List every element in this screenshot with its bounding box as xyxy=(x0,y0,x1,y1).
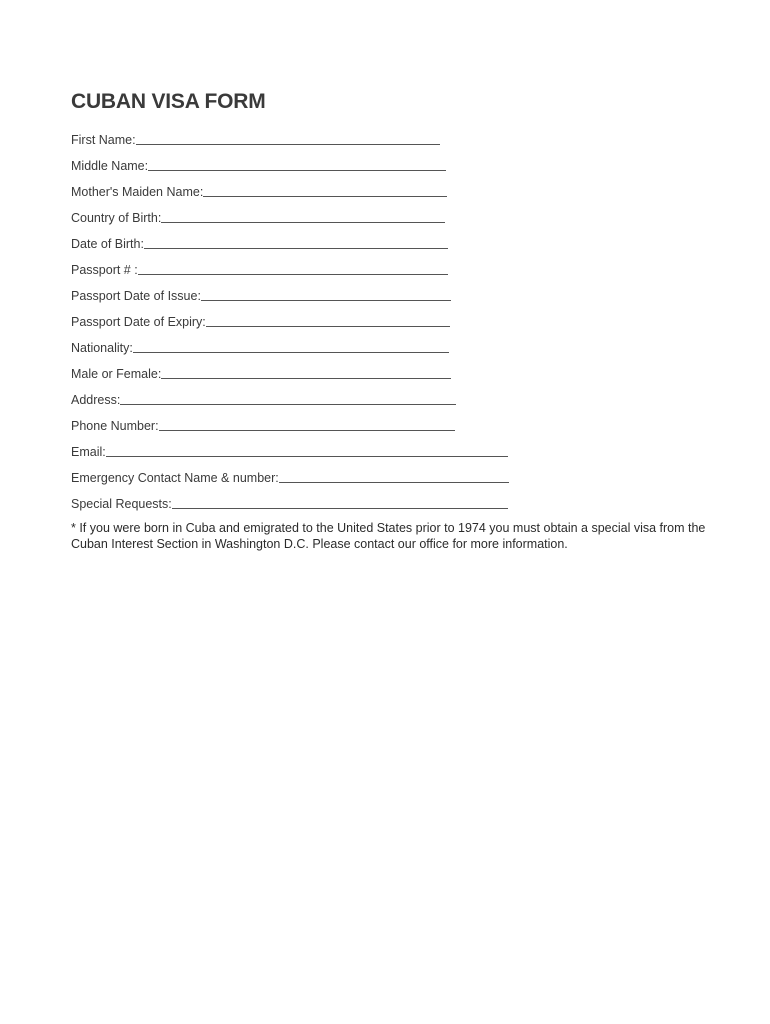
field-special-requests[interactable] xyxy=(71,486,711,512)
field-label: Phone Number: xyxy=(71,419,159,433)
field-address[interactable] xyxy=(71,382,711,408)
field-label: Male or Female: xyxy=(71,367,162,381)
field-passport-date-of-expiry[interactable] xyxy=(71,304,711,330)
field-label: Email: xyxy=(71,445,106,459)
field-label: Nationality: xyxy=(71,341,133,355)
blank-line[interactable] xyxy=(106,443,508,457)
field-label: Middle Name: xyxy=(71,159,149,173)
blank-line[interactable] xyxy=(161,365,451,379)
field-middle-name[interactable] xyxy=(71,148,711,174)
form-fields xyxy=(71,122,711,512)
field-label: Passport Date of Expiry: xyxy=(71,315,206,329)
field-mothers-maiden-name[interactable] xyxy=(71,174,711,200)
field-male-or-female[interactable] xyxy=(71,356,711,382)
blank-line[interactable] xyxy=(144,235,448,249)
blank-line[interactable] xyxy=(279,469,509,483)
field-label: Passport # : xyxy=(71,263,138,277)
field-passport-date-of-issue[interactable] xyxy=(71,278,711,304)
field-email[interactable] xyxy=(71,434,711,460)
blank-line[interactable] xyxy=(136,131,440,145)
visa-form-page xyxy=(71,88,711,565)
field-label: Country of Birth: xyxy=(71,211,162,225)
blank-line[interactable] xyxy=(203,183,447,197)
blank-line[interactable] xyxy=(148,157,446,171)
blank-line[interactable] xyxy=(172,495,508,509)
field-label: Mother's Maiden Name: xyxy=(71,185,204,199)
blank-line[interactable] xyxy=(133,339,449,353)
field-label: Emergency Contact Name & number: xyxy=(71,471,279,485)
field-label: Address: xyxy=(71,393,121,407)
field-first-name[interactable] xyxy=(71,122,711,148)
field-label: Passport Date of Issue: xyxy=(71,289,201,303)
field-label: First Name: xyxy=(71,133,136,147)
blank-line[interactable] xyxy=(120,391,456,405)
blank-line[interactable] xyxy=(161,209,445,223)
field-emergency-contact[interactable] xyxy=(71,460,711,486)
field-date-of-birth[interactable] xyxy=(71,226,711,252)
blank-line[interactable] xyxy=(159,417,455,431)
field-label: Date of Birth: xyxy=(71,237,144,251)
blank-line[interactable] xyxy=(206,313,450,327)
field-passport-number[interactable] xyxy=(71,252,711,278)
field-country-of-birth[interactable] xyxy=(71,200,711,226)
footnote: * If you were born in Cuba and emigrated to the United States prior to 1974 you must obtain a special visa from the Cuban Interest Section in Washington D.C. Please contact our office for more information. xyxy=(71,521,706,551)
field-phone-number[interactable] xyxy=(71,408,711,434)
field-nationality[interactable] xyxy=(71,330,711,356)
form-title: CUBAN VISA FORM xyxy=(71,90,266,113)
blank-line[interactable] xyxy=(138,261,448,275)
blank-line[interactable] xyxy=(201,287,451,301)
field-label: Special Requests: xyxy=(71,497,172,511)
